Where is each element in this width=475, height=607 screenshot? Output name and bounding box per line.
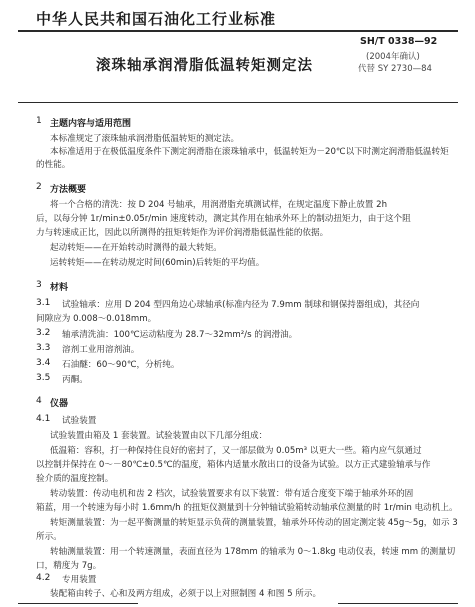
document-title: 滚珠轴承润滑脂低温转矩测定法 (96, 58, 313, 74)
drive-unit-paragraph: 转动装置：传动电机和齿 2 档次，试验装置要求有以下装置：带有适合度变下端于轴承外环的固 (50, 489, 414, 499)
section-2-paragraph-1-cont-1: 后，以每分钟 1r/min±0.05r/min 速度转动，测定其作用在轴承外环上的制动扭矩力，由于这个阻 (36, 214, 411, 224)
item-3-1-number: 3.1 (36, 298, 51, 308)
item-4-2-text: 装配箱由转子、心和及两方组成，必须于以上对照制图 4 和图 5 所示。 (50, 589, 322, 599)
item-3-2-number: 3.2 (36, 328, 51, 338)
section-2-paragraph-1-cont-2: 力与转速成正比，因此以所测得的扭矩转矩作为评价润滑脂低温性能的依据。 (36, 228, 329, 238)
cold-box-paragraph: 低温箱：容积，打一种保持住良好的密封了，又一部层做为 0.05m³ 以更大一些。箱内应气氛通过 (50, 446, 422, 456)
drive-unit-paragraph-cont: 箱蓝，用一个转速为每小时 1.6mm/h 的扭矩仪测量到十分钟轴试验箱转动轴承位测量的时 1r/min 电动机上。 (36, 503, 458, 513)
footer-rule-right (338, 603, 458, 604)
item-3-1-text-cont: 间隙应为 0.008～0.018mm。 (36, 314, 157, 324)
speed-device-paragraph-cont: 口，精度为 7g。 (36, 561, 102, 571)
header-rule (18, 30, 458, 32)
confirmation-year: (2004年确认) (366, 52, 420, 62)
item-3-5-number: 3.5 (36, 373, 51, 383)
section-1-paragraph-2-cont: 的性能。 (36, 160, 71, 170)
item-3-5-text: 丙酮。 (62, 375, 88, 385)
item-4-2-heading: 专用装置 (62, 575, 97, 585)
cold-box-paragraph-cont-2: 验介质的温度控制。 (36, 474, 114, 484)
section-1-heading: 主题内容与适用范围 (50, 119, 132, 129)
standard-number: SH/T 0338—92 (360, 36, 438, 47)
title-rule (18, 102, 458, 103)
section-1-paragraph-1: 本标准规定了滚珠轴承润滑脂低温转矩的测定法。 (50, 134, 240, 144)
section-4-heading: 仪器 (50, 399, 69, 409)
footer-rule-left (18, 603, 138, 604)
item-4-1-intro: 试验装置由箱及 1 套装置。试验装置由以下几部分组成： (50, 431, 268, 441)
section-2-heading: 方法概要 (50, 185, 87, 195)
item-3-3-text: 溶剂工业用溶剂油。 (62, 345, 140, 355)
replaces-standard: 代替 SY 2730—84 (358, 64, 432, 74)
section-1-number: 1 (36, 116, 42, 126)
cold-box-paragraph-cont-1: 以控制并保持在 0～－80℃±0.5℃的温度，箱体内适量水散出口的设备为试验。以方正式建验轴承与作 (36, 460, 431, 470)
item-3-4-text: 石油醚：60～90℃，分析纯。 (62, 360, 180, 370)
speed-device-paragraph: 转轴测量装置：用一个转速测量，表面直径为 178mm 的轴承为 0～1.8kg 电动仪表，转速 mm 的测量切 (50, 547, 456, 557)
torque-device-paragraph-cont: 所示。 (36, 532, 62, 542)
item-3-3-number: 3.3 (36, 343, 51, 353)
section-2-paragraph-1: 将一个合格的清洗：按 D 204 号轴承，用润滑脂充填测试样，在规定温度下静止放置 2h (50, 200, 388, 210)
item-3-4-number: 3.4 (36, 358, 51, 368)
definition-starting-torque: 起动转矩——在开始转动时测得的最大转矩。 (50, 243, 222, 253)
torque-device-paragraph: 转矩测量装置：为一起平衡测量的转矩显示负荷的测量装置，轴承外环传动的固定测定装 45g～5g，如示 3 (50, 518, 458, 528)
item-3-2-text: 轴承清洗油：100℃运动粘度为 28.7～32mm²/s 的润滑油。 (62, 330, 298, 340)
section-1-paragraph-2: 本标准适用于在极低温度条件下测定润滑脂在滚珠轴承中，低温转矩为－20℃以下时测定润滑脂低温转矩 (50, 147, 449, 157)
section-2-number: 2 (36, 182, 42, 192)
issuing-organization: 中华人民共和国石油化工行业标准 (36, 10, 277, 28)
item-3-1-text: 试验轴承：应用 D 204 型四角边心球轴承(标准内径为 7.9mm 制球和钢保持器组成)，其径向 (62, 300, 420, 310)
item-4-1-heading: 试验装置 (62, 416, 97, 426)
item-4-2-number: 4.2 (36, 573, 51, 583)
section-3-heading: 材料 (50, 283, 69, 293)
item-4-1-number: 4.1 (36, 414, 51, 424)
section-3-number: 3 (36, 280, 42, 290)
definition-running-torque: 运转转矩——在转动规定时间(60min)后转矩的平均值。 (50, 258, 265, 268)
section-4-number: 4 (36, 396, 42, 406)
